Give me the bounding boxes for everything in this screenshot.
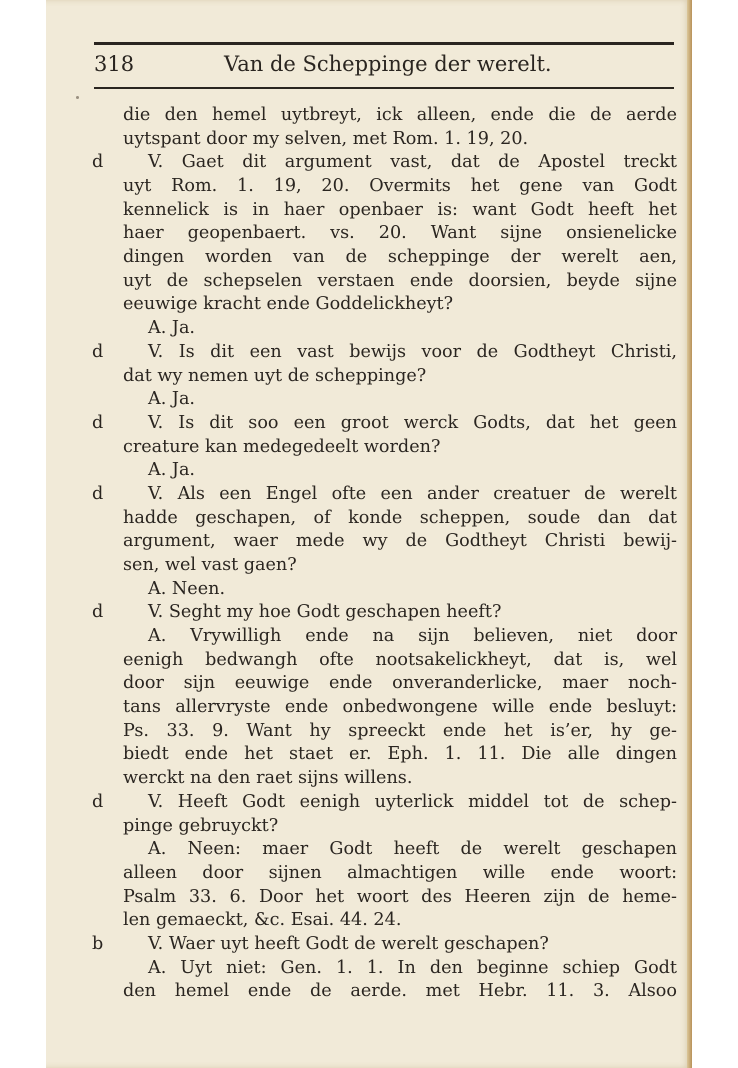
margin-marker: d [92, 792, 104, 812]
text-line: tans allervryste ende onbedwongene wille ende besluyt: [123, 697, 677, 717]
text-line: A. Ja. [148, 318, 196, 338]
text-line: Ps. 33. 9. Want hy spreeckt ende het is’er, hy ge- [123, 721, 677, 741]
text-line: Psalm 33. 6. Door het woort des Heeren zijn de heme- [123, 887, 677, 907]
margin-marker: b [92, 934, 104, 954]
text-line: A. Neen: maer Godt heeft de werelt geschapen [148, 839, 677, 859]
page-header [94, 52, 674, 82]
margin-marker: d [92, 342, 104, 362]
margin-marker: d [92, 484, 104, 504]
text-line: A. Ja. [148, 460, 196, 480]
text-line: alleen door sijnen almachtigen wille ende woort: [123, 863, 677, 883]
text-line: uytspant door my selven, met Rom. 1. 19, 20. [123, 129, 529, 149]
text-line: len gemaeckt, &c. Esai. 44. 24. [123, 910, 402, 930]
text-line: kennelick is in haer openbaer is: want Godt heeft het [123, 200, 677, 220]
text-line: V. Als een Engel ofte een ander creatuer de werelt [148, 484, 677, 504]
header-rule-bottom [94, 87, 674, 89]
text-line: haer geopenbaert. vs. 20. Want sijne onsienelicke [123, 223, 677, 243]
text-line: V. Is dit een vast bewijs voor de Godtheyt Christi, [148, 342, 677, 362]
paper-speck [76, 96, 79, 99]
margin-marker: d [92, 602, 104, 622]
page-number: 318 [94, 52, 135, 76]
text-line: hadde geschapen, of konde scheppen, soude dan dat [123, 508, 677, 528]
text-line: A. Uyt niet: Gen. 1. 1. In den beginne schiep Godt [148, 958, 677, 978]
text-line: V. Seght my hoe Godt geschapen heeft? [148, 602, 502, 622]
text-line: V. Is dit soo een groot werck Godts, dat het geen [148, 413, 677, 433]
text-line: door sijn eeuwige ende onveranderlicke, maer noch- [123, 673, 677, 693]
page-edge [687, 0, 692, 1068]
text-line: den hemel ende de aerde. met Hebr. 11. 3. Alsoo [123, 981, 677, 1001]
text-line: A. Vrywilligh ende na sijn believen, niet door [148, 626, 677, 646]
margin-marker: d [92, 152, 104, 172]
text-line: eeuwige kracht ende Goddelickheyt? [123, 294, 454, 314]
text-line: uyt de schepselen verstaen ende doorsien, beyde sijne [123, 271, 677, 291]
text-line: biedt ende het staet er. Eph. 1. 11. Die alle dingen [123, 744, 677, 764]
text-line: creature kan medegedeelt worden? [123, 437, 441, 457]
margin-marker: d [92, 413, 104, 433]
text-line: uyt Rom. 1. 19, 20. Overmits het gene van Godt [123, 176, 677, 196]
text-line: sen, wel vast gaen? [123, 555, 297, 575]
text-line: V. Waer uyt heeft Godt de werelt geschapen? [148, 934, 549, 954]
text-line: eenigh bedwangh ofte nootsakelickheyt, dat is, wel [123, 650, 677, 670]
text-line: V. Heeft Godt eenigh uyterlick middel tot de schep- [148, 792, 677, 812]
text-line: A. Ja. [148, 389, 196, 409]
text-line: dingen worden van de scheppinge der werelt aen, [123, 247, 677, 267]
text-line: argument, waer mede wy de Godtheyt Christi bewij- [123, 531, 677, 551]
text-line: pinge gebruyckt? [123, 816, 279, 836]
text-line: die den hemel uytbreyt, ick alleen, ende die de aerde [123, 105, 677, 125]
header-rule-top [94, 42, 674, 45]
running-title: Van de Scheppinge der werelt. [224, 52, 552, 76]
text-line: V. Gaet dit argument vast, dat de Apostel treckt [148, 152, 677, 172]
text-line: A. Neen. [148, 579, 226, 599]
text-line: werckt na den raet sijns willens. [123, 768, 413, 788]
text-line: dat wy nemen uyt de scheppinge? [123, 366, 427, 386]
